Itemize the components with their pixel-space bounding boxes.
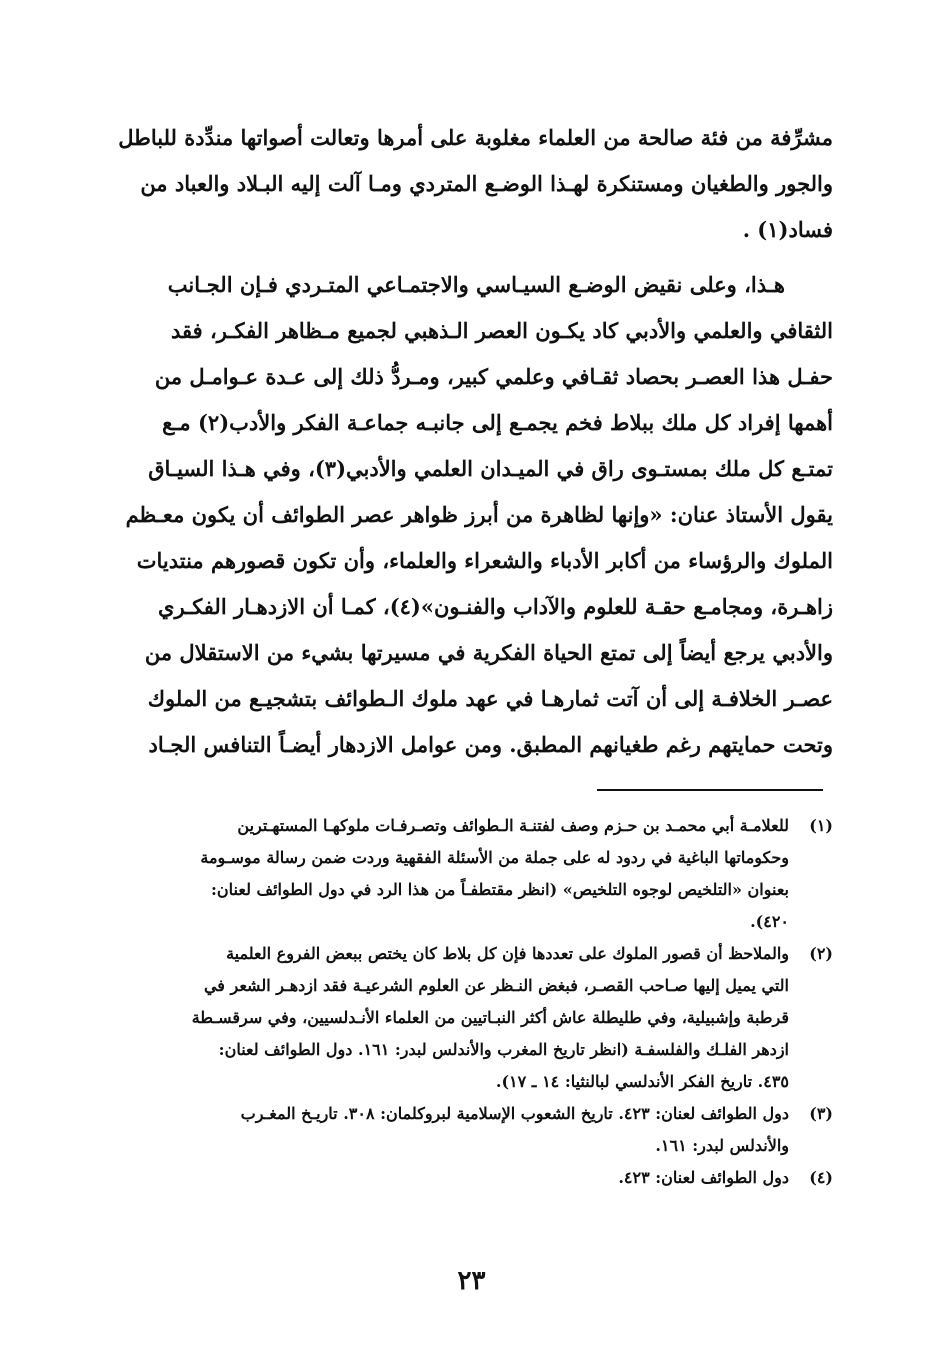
- text-line: والأدبي يرجع أيضاً إلى تمتع الحياة الفكرية في مسيرتها بشيء من الاستقلال من: [144, 640, 833, 665]
- page-number: ٢٣: [457, 1266, 486, 1296]
- footnote-4: [112, 1162, 833, 1194]
- footnote-line: دول الطوائف لعنان: ٤٢٣. تاريخ الشعوب الإسلامية لبروكلمان: ٣٠٨. تاريـخ المغـرب: [240, 1104, 789, 1123]
- footnote-line: ٤٣٥. تاريخ الفكر الأندلسي لبالنثيا: ١٤ ـ ١٧).: [495, 1072, 789, 1091]
- footnote-line: التي يميل إليها صـاحب القصـر، فبغض النـظر عن العلوم الشرعيـة فقد ازدهـر الشعر في: [203, 976, 789, 995]
- text-line: عصـر الخلافـة إلى أن آتت ثمارهـا في عهد ملوك الـطوائف بتشجيـع من الملوك: [147, 686, 833, 711]
- footnote-number: (١): [809, 816, 833, 835]
- footnote-line: والأندلس لبدر: ١٦١.: [655, 1136, 789, 1155]
- footnote-1: [112, 810, 833, 938]
- footnotes: [112, 810, 833, 1194]
- footnote-line: قرطبة وإشبيلية، وفي طليطلة عاش أكثر النبـاتيين من العلماء الأنـدلسيين، وفي سرقسـطة: [191, 1008, 789, 1027]
- text-line: الملوك والرؤساء من أكابر الأدباء والشعراء والعلماء، وأن تكون قصورهم منتديات: [136, 548, 833, 573]
- footnote-3: [112, 1098, 833, 1162]
- text-line: فساد(١) .: [742, 217, 833, 242]
- footnote-2: [112, 938, 833, 1098]
- footnote-line: بعنوان «التلخيص لوجوه التلخيص» (انظر مقتطفـاً من هذا الرد في دول الطوائف لعنان:: [211, 880, 789, 899]
- paragraph-1: [118, 115, 833, 253]
- footnote-divider: [597, 789, 823, 791]
- footnote-line: والملاحظ أن قصور الملوك على تعددها فإن كل بلاط كان يختص ببعض الفروع العلمية: [226, 944, 789, 963]
- text-line: وتحت حمايتهم رغم طغيانهم المطبق. ومن عوامل الازدهار أيضـاً التنافس الجـاد: [148, 732, 833, 757]
- footnote-line: ٤٢٠).: [750, 912, 789, 931]
- footnote-number: (٤): [809, 1168, 833, 1187]
- text-line: هـذا، وعلى نقيض الوضـع السيـاسي والاجتمـاعي المتـردي فـإن الجـانب: [167, 272, 785, 297]
- text-line: يقول الأستاذ عنان: «وإنها لظاهرة من أبرز ظواهر عصر الطوائف أن يكون معـظم: [125, 502, 833, 527]
- footnote-number: (٣): [809, 1104, 833, 1123]
- text-line: والجور والطغيان ومستنكرة لهـذا الوضـع المتردي ومـا آلت إليه البـلاد والعباد من: [140, 171, 833, 196]
- text-line: أهمها إفراد كل ملك ببلاط فخم يجمـع إلى جانبـه جماعـة الفكر والأدب(٢) مـع: [162, 410, 833, 435]
- paragraph-2: [118, 262, 833, 768]
- footnote-line: وحكوماتها الباغية في ردود له على جملة من الأسئلة الفقهية وردت ضمن رسالة موسـومة: [200, 848, 789, 867]
- footnote-line: ازدهر الفلـك والفلسفـة (انظر تاريخ المغرب والأندلس لبدر: ١٦١. دول الطوائف لعنان:: [218, 1040, 789, 1059]
- text-line: زاهـرة، ومجامـع حقـة للعلوم والآداب والفنـون»(٤)، كمـا أن الازدهـار الفكـري: [158, 594, 833, 619]
- text-line: مشرِّفة من فئة صالحة من العلماء مغلوبة على أمرها وتعالت أصواتها مندِّدة للباطل: [118, 125, 833, 150]
- footnote-line: للعلامـة أبي محمـد بن حـزم وصف لفتنـة الـطوائف وتصـرفـات ملوكهـا المستهـترين: [237, 816, 789, 835]
- footnote-line: دول الطوائف لعنان: ٤٢٣.: [618, 1168, 789, 1187]
- footnote-number: (٢): [809, 944, 833, 963]
- text-line: تمتـع كل ملك بمستـوى راق في الميـدان العلمي والأدبي(٣)، وفي هـذا السيـاق: [148, 456, 833, 481]
- text-line: حفـل هذا العصـر بحصاد ثقـافي وعلمي كبير، ومـردُّ ذلك إلى عـدة عـوامـل من: [154, 364, 833, 389]
- text-line: الثقافي والعلمي والأدبي كاد يكـون العصر الـذهبي لجميع مـظاهر الفكـر، فقد: [170, 318, 833, 343]
